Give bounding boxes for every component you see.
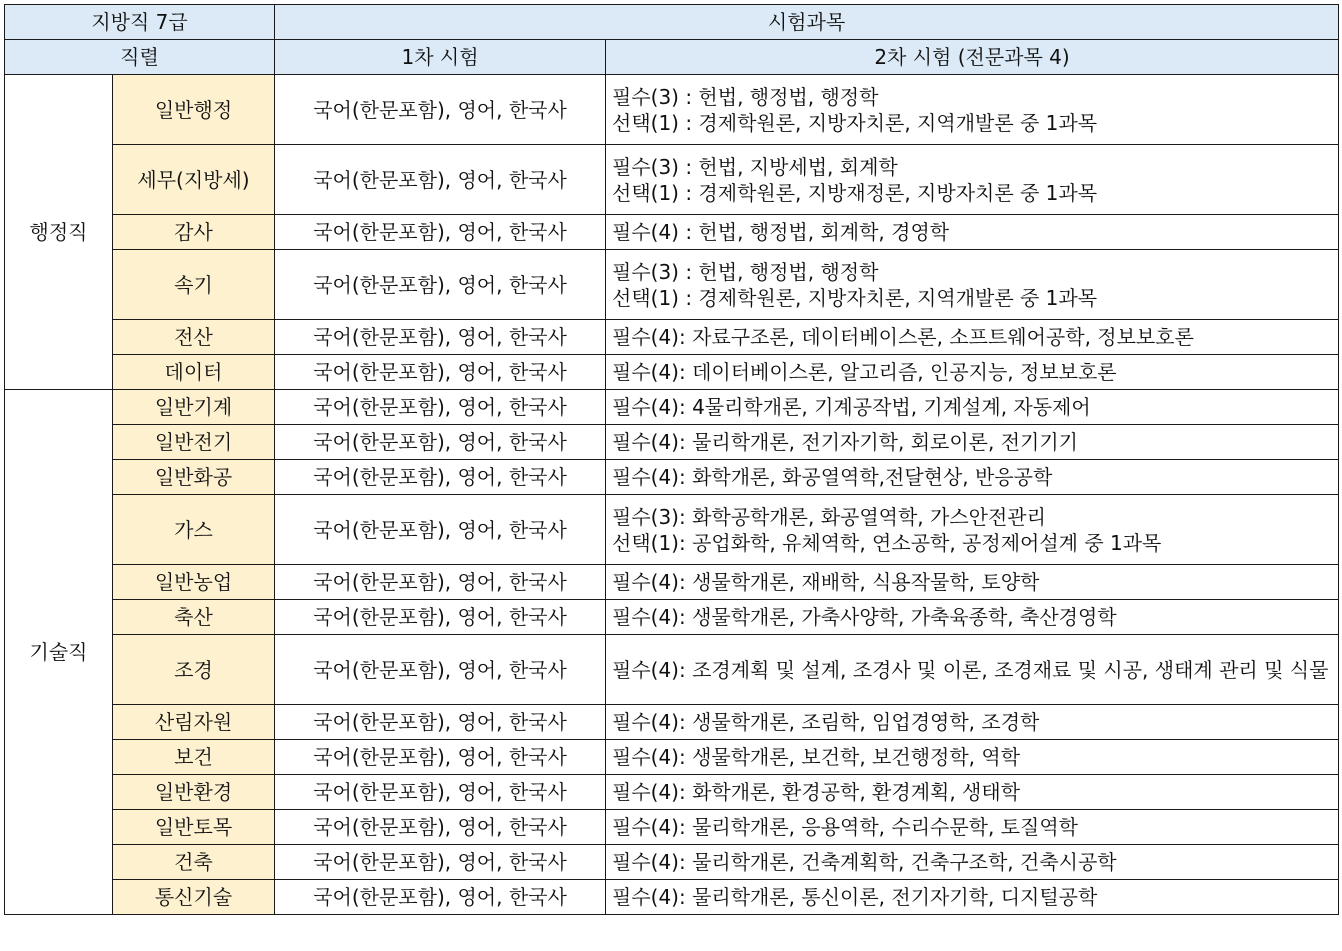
position-name: 세무(지방세): [113, 145, 275, 215]
first-exam-subjects: 국어(한문포함), 영어, 한국사: [275, 390, 606, 425]
second-exam-subjects: [606, 740, 1339, 775]
table-row: [5, 775, 1339, 810]
position-name: 일반농업: [113, 565, 275, 600]
first-exam-subjects: 국어(한문포함), 영어, 한국사: [275, 250, 606, 320]
position-name: 전산: [113, 320, 275, 355]
first-exam-subjects: 국어(한문포함), 영어, 한국사: [275, 740, 606, 775]
second-exam-subjects: [606, 565, 1339, 600]
table-row: [5, 495, 1339, 565]
second-exam-subjects: [606, 810, 1339, 845]
first-exam-subjects: 국어(한문포함), 영어, 한국사: [275, 565, 606, 600]
subject-line: 필수(3) : 헌법, 지방세법, 회계학: [612, 154, 898, 179]
second-exam-subjects: [606, 215, 1339, 250]
position-name: 통신기술: [113, 880, 275, 915]
subject-line: 필수(4) : 헌법, 행정법, 회계학, 경영학: [612, 220, 950, 244]
second-exam-subjects: [606, 355, 1339, 390]
header-row-top: [5, 5, 1339, 40]
header-position: 직렬: [5, 40, 275, 75]
exam-subjects-table: [4, 4, 1339, 915]
position-name: 조경: [113, 635, 275, 705]
table-row: [5, 250, 1339, 320]
table-row: [5, 810, 1339, 845]
subject-line: 필수(4): 생물학개론, 조림학, 임업경영학, 조경학: [612, 710, 1040, 734]
second-exam-subjects: [606, 320, 1339, 355]
position-name: 일반기계: [113, 390, 275, 425]
first-exam-subjects: 국어(한문포함), 영어, 한국사: [275, 460, 606, 495]
position-name: 축산: [113, 600, 275, 635]
first-exam-subjects: 국어(한문포함), 영어, 한국사: [275, 775, 606, 810]
table-row: [5, 600, 1339, 635]
second-exam-subjects: [606, 705, 1339, 740]
position-name: 산림자원: [113, 705, 275, 740]
subject-line: 필수(4): 물리학개론, 응용역학, 수리수문학, 토질역학: [612, 815, 1078, 839]
first-exam-subjects: 국어(한문포함), 영어, 한국사: [275, 215, 606, 250]
position-name: 일반행정: [113, 75, 275, 145]
group-label: 행정직: [5, 75, 113, 390]
subject-line: 필수(4): 4물리학개론, 기계공작법, 기계설계, 자동제어: [612, 395, 1091, 419]
table-row: [5, 355, 1339, 390]
table-row: [5, 845, 1339, 880]
subject-line: 필수(4): 물리학개론, 통신이론, 전기자기학, 디지털공학: [612, 885, 1098, 909]
first-exam-subjects: 국어(한문포함), 영어, 한국사: [275, 425, 606, 460]
position-name: 일반토목: [113, 810, 275, 845]
first-exam-subjects: 국어(한문포함), 영어, 한국사: [275, 635, 606, 705]
position-name: 일반화공: [113, 460, 275, 495]
position-name: 데이터: [113, 355, 275, 390]
group-label: 기술직: [5, 390, 113, 915]
second-exam-subjects: [606, 145, 1339, 215]
subject-line: 필수(3) : 헌법, 행정법, 행정학: [612, 259, 879, 284]
subject-line: 선택(1) : 경제학원론, 지방자치론, 지역개발론 중 1과목: [612, 285, 1098, 310]
position-name: 건축: [113, 845, 275, 880]
table-row: [5, 75, 1339, 145]
second-exam-subjects: [606, 880, 1339, 915]
subject-line: 필수(3): 화학공학개론, 화공열역학, 가스안전관리: [612, 504, 1046, 529]
table-row: [5, 390, 1339, 425]
subject-line: 필수(4): 화학개론, 환경공학, 환경계획, 생태학: [612, 780, 1021, 804]
table-row: [5, 145, 1339, 215]
second-exam-subjects: [606, 75, 1339, 145]
subject-line: 필수(3) : 헌법, 행정법, 행정학: [612, 84, 879, 109]
subject-line: 필수(4): 화학개론, 화공열역학,전달현상, 반응공학: [612, 465, 1053, 489]
position-name: 감사: [113, 215, 275, 250]
position-name: 가스: [113, 495, 275, 565]
table-row: [5, 635, 1339, 705]
table-row: [5, 880, 1339, 915]
second-exam-subjects: [606, 635, 1339, 705]
first-exam-subjects: 국어(한문포함), 영어, 한국사: [275, 355, 606, 390]
table-row: [5, 215, 1339, 250]
first-exam-subjects: 국어(한문포함), 영어, 한국사: [275, 145, 606, 215]
first-exam-subjects: 국어(한문포함), 영어, 한국사: [275, 880, 606, 915]
subject-line: 필수(4): 물리학개론, 전기자기학, 회로이론, 전기기기: [612, 430, 1078, 454]
first-exam-subjects: 국어(한문포함), 영어, 한국사: [275, 495, 606, 565]
second-exam-subjects: [606, 495, 1339, 565]
first-exam-subjects: 국어(한문포함), 영어, 한국사: [275, 320, 606, 355]
second-exam-subjects: [606, 460, 1339, 495]
subject-line: 필수(4): 생물학개론, 재배학, 식용작물학, 토양학: [612, 570, 1040, 594]
second-exam-subjects: [606, 775, 1339, 810]
second-exam-subjects: [606, 250, 1339, 320]
header-corner: 지방직 7급: [5, 5, 275, 40]
header-first-exam: 1차 시험: [275, 40, 606, 75]
position-name: 속기: [113, 250, 275, 320]
table-row: [5, 425, 1339, 460]
second-exam-subjects: [606, 600, 1339, 635]
header-second-exam: 2차 시험 (전문과목 4): [606, 40, 1339, 75]
second-exam-subjects: [606, 390, 1339, 425]
subject-line: 선택(1) : 경제학원론, 지방자치론, 지역개발론 중 1과목: [612, 110, 1098, 135]
table-row: [5, 740, 1339, 775]
first-exam-subjects: 국어(한문포함), 영어, 한국사: [275, 810, 606, 845]
second-exam-subjects: [606, 425, 1339, 460]
first-exam-subjects: 국어(한문포함), 영어, 한국사: [275, 705, 606, 740]
subject-line: 필수(4): 자료구조론, 데이터베이스론, 소프트웨어공학, 정보보호론: [612, 325, 1194, 349]
subject-line: 필수(4): 조경계획 및 설계, 조경사 및 이론, 조경재료 및 시공, 생태계 관리 및 식물: [612, 657, 1329, 682]
second-exam-subjects: [606, 845, 1339, 880]
subject-line: 선택(1) : 경제학원론, 지방재정론, 지방자치론 중 1과목: [612, 180, 1098, 205]
first-exam-subjects: 국어(한문포함), 영어, 한국사: [275, 845, 606, 880]
subject-line: 필수(4): 생물학개론, 가축사양학, 가축육종학, 축산경영학: [612, 605, 1117, 629]
subject-line: 필수(4): 데이터베이스론, 알고리즘, 인공지능, 정보보호론: [612, 360, 1117, 384]
subject-line: 선택(1): 공업화학, 유체역학, 연소공학, 공정제어설계 중 1과목: [612, 530, 1162, 555]
position-name: 일반전기: [113, 425, 275, 460]
table-body: [5, 5, 1339, 915]
position-name: 일반환경: [113, 775, 275, 810]
first-exam-subjects: 국어(한문포함), 영어, 한국사: [275, 75, 606, 145]
subject-line: 필수(4): 생물학개론, 보건학, 보건행정학, 역학: [612, 745, 1021, 769]
header-subjects: 시험과목: [275, 5, 1339, 40]
table-row: [5, 705, 1339, 740]
first-exam-subjects: 국어(한문포함), 영어, 한국사: [275, 600, 606, 635]
subject-line: 필수(4): 물리학개론, 건축계획학, 건축구조학, 건축시공학: [612, 850, 1117, 874]
table-row: [5, 320, 1339, 355]
header-row-sub: [5, 40, 1339, 75]
table-row: [5, 565, 1339, 600]
position-name: 보건: [113, 740, 275, 775]
table-row: [5, 460, 1339, 495]
